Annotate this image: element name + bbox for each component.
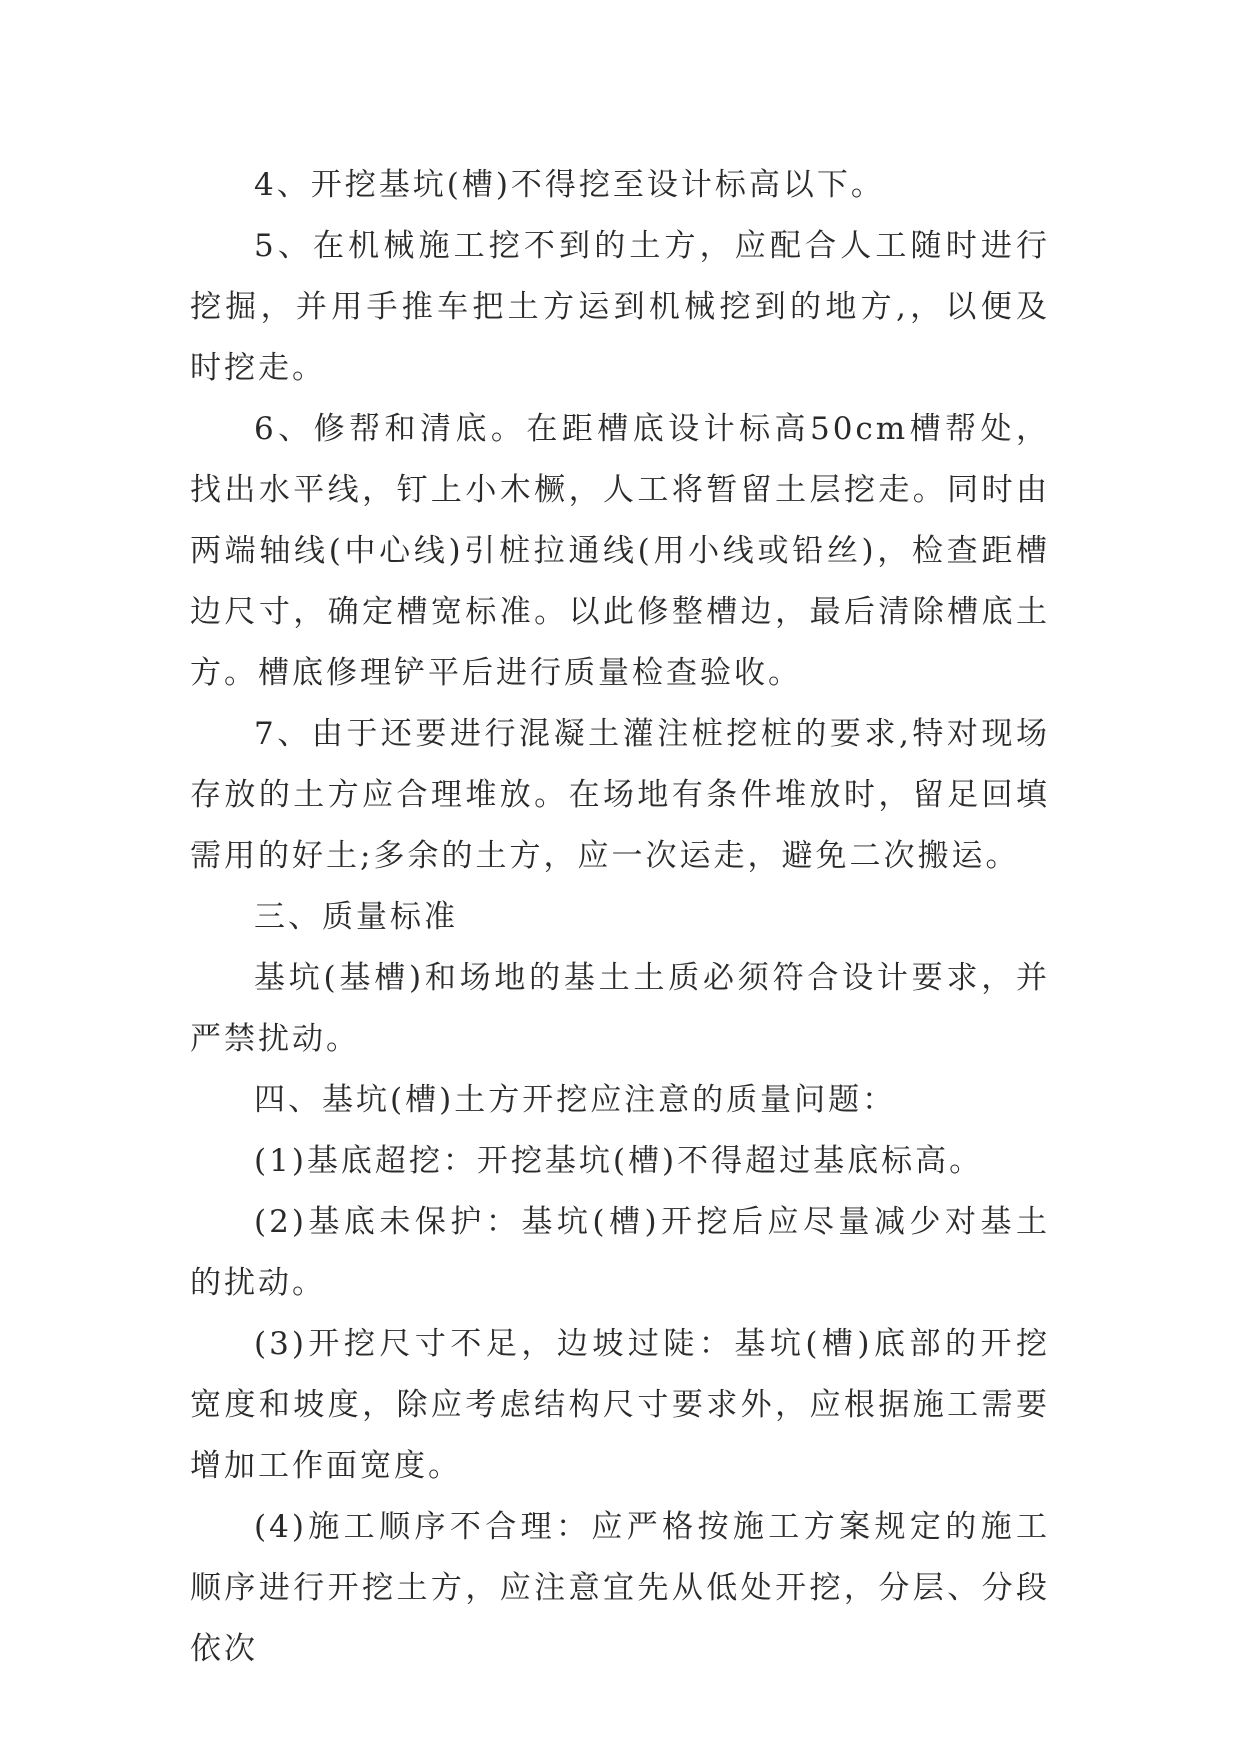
section-heading-quality-standard: 三、质量标准 [254,899,458,935]
section-heading-quality-issues: 四、基坑(槽)土方开挖应注意的质量问题： [254,1082,897,1118]
paragraph-issue-2: (2)基底未保护：基坑(槽)开挖后应尽量减少对基土的扰动。 [190,1204,1050,1301]
paragraph-item-4: 4、开挖基坑(槽)不得挖至设计标高以下。 [254,167,885,203]
paragraph-item-6: 6、修帮和清底。在距槽底设计标高50cm槽帮处，找出水平线，钉上小木橛，人工将暂留土层挖走。同时由两端轴线(中心线)引桩拉通线(用小线或铅丝)，检查距槽边尺寸，确定槽宽标准。以此修整槽边，最后清除槽底土方。槽底修理铲平后进行质量检查验收。 [190,411,1050,691]
paragraph-issue-3: (3)开挖尺寸不足，边坡过陡：基坑(槽)底部的开挖宽度和坡度，除应考虑结构尺寸要求外，应根据施工需要增加工作面宽度。 [190,1326,1050,1484]
paragraph-issue-1: (1)基底超挖：开挖基坑(槽)不得超过基底标高。 [254,1143,984,1179]
paragraph-item-5: 5、在机械施工挖不到的土方，应配合人工随时进行挖掘，并用手推车把土方运到机械挖到的地方,，以便及时挖走。 [190,228,1050,386]
paragraph-item-7: 7、由于还要进行混凝土灌注桩挖桩的要求,特对现场存放的土方应合理堆放。在场地有条件堆放时，留足回填需用的好土;多余的土方，应一次运走，避免二次搬运。 [190,716,1050,874]
paragraph-quality-standard: 基坑(基槽)和场地的基土土质必须符合设计要求，并严禁扰动。 [190,960,1050,1057]
document-body [190,155,1050,1680]
paragraph-issue-4: (4)施工顺序不合理：应严格按施工方案规定的施工顺序进行开挖土方，应注意宜先从低处开挖，分层、分段依次 [190,1509,1050,1667]
